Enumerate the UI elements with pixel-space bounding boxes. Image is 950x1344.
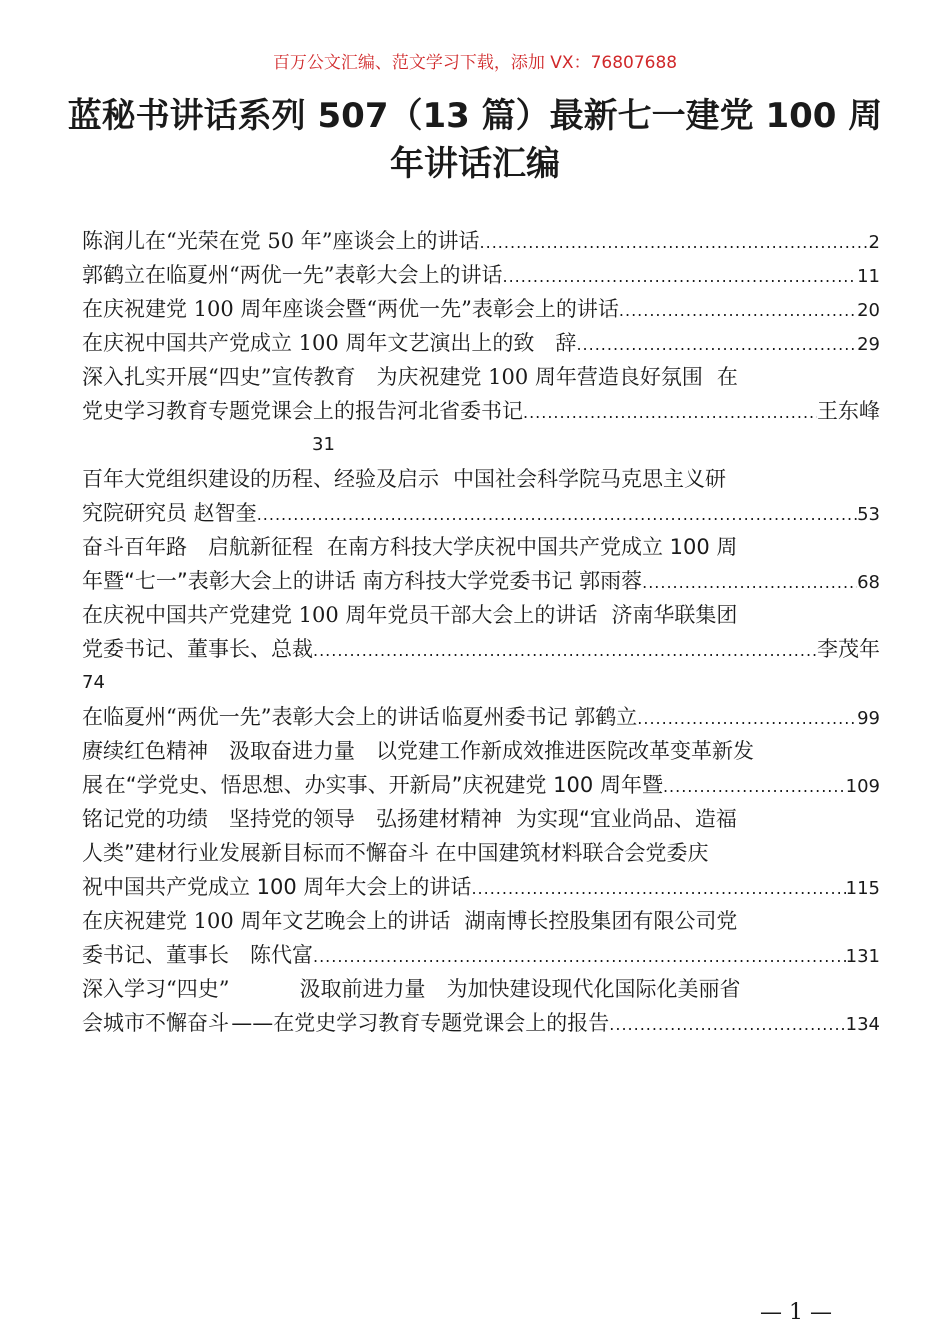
toc-entry-title: 在庆祝建党 100 周年文艺晚会上的讲话 <box>82 909 451 933</box>
dot-leader <box>523 394 817 428</box>
toc-page-number: 2 <box>868 232 880 253</box>
toc-page-number: 99 <box>857 708 880 729</box>
toc-entry-subtitle: 究院研究员 赵智奎 <box>82 501 257 525</box>
footer-page-number: — 1 — <box>760 1300 832 1325</box>
toc-entry-5[interactable] <box>82 360 880 462</box>
toc-entry-subtitle: 祝中国共产党成立 100 周年大会上的讲话 <box>82 875 472 899</box>
dot-leader <box>471 870 845 904</box>
toc-entry-text: 陈润儿在“光荣在党 50 年”座谈会上的讲话 <box>82 229 480 253</box>
toc-entry-12[interactable] <box>82 904 880 972</box>
toc-entry-11[interactable] <box>82 802 880 904</box>
toc-page-number: 29 <box>857 334 880 355</box>
toc-entry-10[interactable] <box>82 734 880 802</box>
toc-entry-text: 在庆祝中国共产党成立 100 周年文艺演出上的致 辞 <box>82 331 577 355</box>
toc-entry-title: 奋斗百年路 启航新征程 <box>82 535 313 559</box>
toc-entry-title: 赓续红色精神 汲取奋进力量 以党建工作新成效推进医院改革变革新发 <box>82 739 754 763</box>
toc-entry-6[interactable] <box>82 462 880 530</box>
toc-entry-9[interactable] <box>82 700 880 734</box>
toc-page-number: 109 <box>845 776 880 797</box>
toc-entry-subtitle: 中国社会科学院马克思主义研 <box>453 467 726 491</box>
toc-page-number: 134 <box>845 1014 880 1035</box>
toc-entry-title: 深入扎实开展“四史”宣传教育 为庆祝建党 100 周年营造良好氛围 <box>82 365 703 389</box>
toc-entry-title: 深入学习“四史” <box>82 977 230 1001</box>
toc-entry-author: 李茂年 <box>817 637 880 661</box>
dot-leader <box>576 326 857 360</box>
table-of-contents <box>82 224 880 1040</box>
dot-leader <box>609 1006 845 1040</box>
dot-leader <box>313 938 846 972</box>
toc-entry-13[interactable] <box>82 972 880 1040</box>
toc-entry-title: 铭记党的功绩 坚持党的领导 弘扬建材精神 <box>82 807 502 831</box>
toc-entry-subtitle: 在南方科技大学庆祝中国共产党成立 100 周 <box>327 535 738 559</box>
toc-page-number: 115 <box>845 878 880 899</box>
dot-leader <box>619 292 857 326</box>
toc-entry-title: 在庆祝中国共产党建党 100 周年党员干部大会上的讲话 <box>82 603 598 627</box>
toc-entry-2[interactable] <box>82 258 880 292</box>
toc-entry-3[interactable] <box>82 292 880 326</box>
toc-entry-subtitle: 人类”建材行业发展新目标而不懈奋斗 在中国建筑材料联合会党委庆 <box>82 841 709 865</box>
toc-entry-subtitle: 委书记、董事长 陈代富 <box>82 943 313 967</box>
toc-entry-subtitle: 党史学习教育专题党课会上的报告河北省委书记 <box>82 399 523 423</box>
dot-leader <box>502 258 857 292</box>
toc-page-number: 68 <box>857 572 880 593</box>
toc-page-number: 53 <box>857 504 880 525</box>
toc-entry-7[interactable] <box>82 530 880 598</box>
toc-entry-title: 展 <box>82 773 103 797</box>
toc-entry-title: 在临夏州“两优一先”表彰大会上的讲话 <box>82 705 440 729</box>
dot-leader <box>642 564 857 598</box>
toc-entry-subtitle: 济南华联集团 <box>611 603 738 627</box>
toc-entry-subtitle: 为实现“宜业尚品、造福 <box>516 807 737 831</box>
toc-page-number: 74 <box>82 672 105 693</box>
toc-entry-subtitle: 临夏州委书记 郭鹤立 <box>441 705 638 729</box>
dot-leader <box>480 224 869 258</box>
toc-entry-subtitle: 年暨“七一”表彰大会上的讲话 南方科技大学党委书记 郭雨蓉 <box>82 569 643 593</box>
document-title: 蓝秘书讲话系列 507（13 篇）最新七一建党 100 周年讲话汇编 <box>67 96 883 184</box>
toc-entry-subtitle: 在 <box>716 365 738 389</box>
toc-entry-subtitle: 党委书记、董事长、总裁 <box>82 637 313 661</box>
dot-leader <box>257 496 857 530</box>
toc-page-number: 131 <box>845 946 880 967</box>
toc-entry-1[interactable] <box>82 224 880 258</box>
dot-leader <box>637 700 857 734</box>
toc-entry-text: 在庆祝建党 100 周年座谈会暨“两优一先”表彰会上的讲话 <box>82 297 619 321</box>
dot-leader <box>663 768 846 802</box>
toc-page-number: 11 <box>857 266 880 287</box>
toc-entry-title: 百年大党组织建设的历程、经验及启示 <box>82 467 439 491</box>
toc-entry-subtitle: 在“学党史、悟思想、办实事、开新局”庆祝建党 100 周年暨 <box>104 773 663 797</box>
toc-entry-subtitle: ——在党史学习教育专题党课会上的报告 <box>231 1011 610 1035</box>
toc-entry-author: 王东峰 <box>817 399 880 423</box>
toc-page-number: 20 <box>857 300 880 321</box>
toc-page-number: 31 <box>312 434 335 455</box>
toc-entry-8[interactable] <box>82 598 880 700</box>
header-note: 百万公文汇编、范文学习下载，添加 VX：76807688 <box>272 53 678 73</box>
toc-entry-subtitle: 湖南博长控股集团有限公司党 <box>464 909 738 933</box>
toc-entry-text: 郭鹤立在临夏州“两优一先”表彰大会上的讲话 <box>82 263 503 287</box>
toc-entry-4[interactable] <box>82 326 880 360</box>
toc-entry-title: 会城市不懈奋斗 <box>82 1011 229 1035</box>
toc-entry-title: 汲取前进力量 为加快建设现代化国际化美丽省 <box>299 977 741 1001</box>
dot-leader <box>313 632 817 666</box>
